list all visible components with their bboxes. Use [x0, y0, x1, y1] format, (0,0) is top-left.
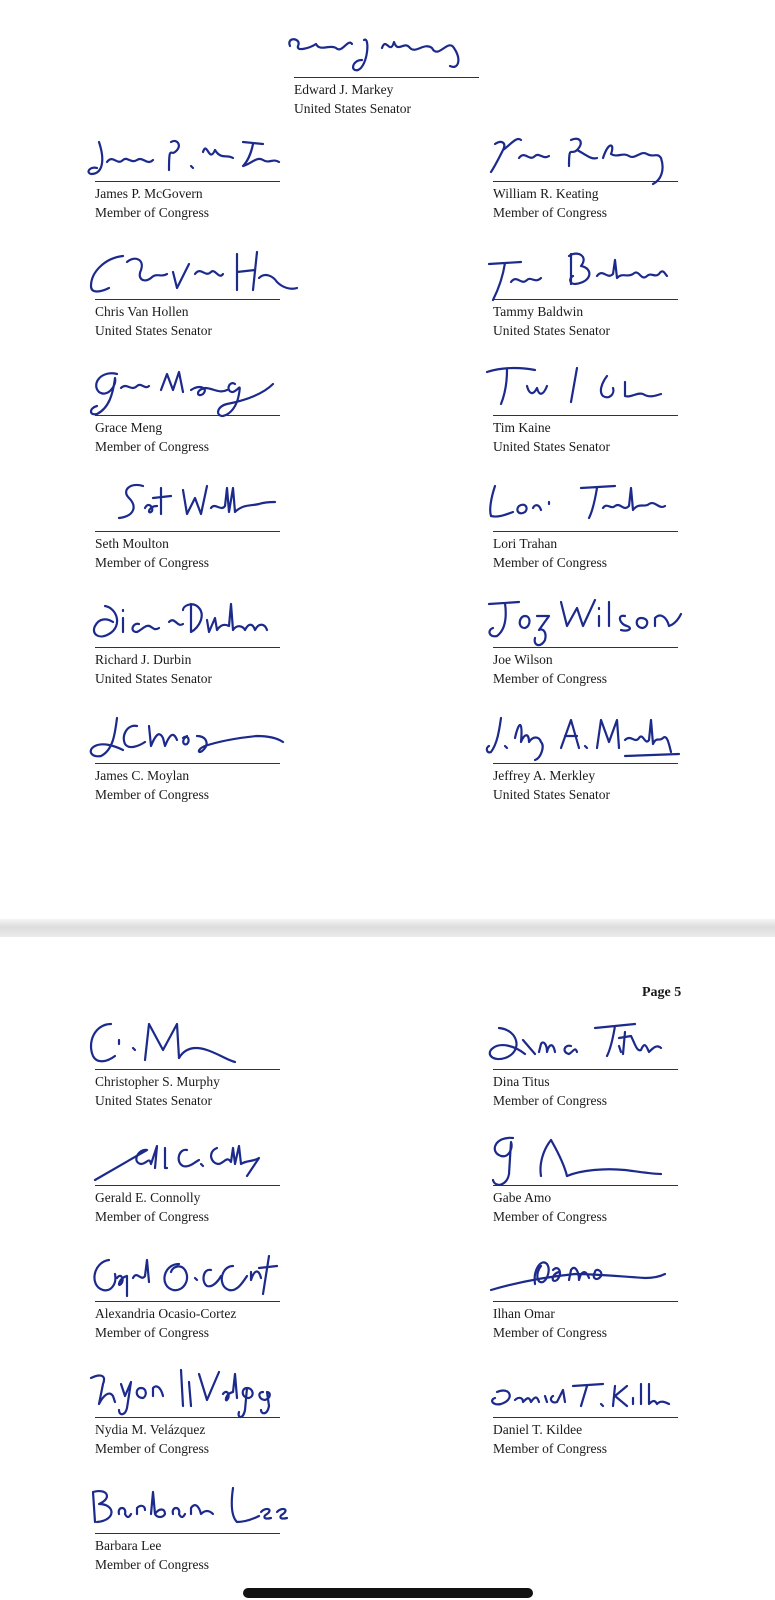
signature-line: [493, 763, 678, 764]
signer-name: Gerald E. Connolly: [95, 1190, 201, 1205]
signer-name: Joe Wilson: [493, 652, 553, 667]
signature-line: [493, 299, 678, 300]
signer-name: Daniel T. Kildee: [493, 1422, 583, 1437]
signer-title: Member of Congress: [493, 1093, 607, 1108]
signer-name: Alexandria Ocasio-Cortez: [95, 1306, 237, 1321]
signature-line: [493, 1185, 678, 1186]
signer-name: Chris Van Hollen: [95, 304, 189, 319]
signer-title: Member of Congress: [95, 787, 209, 802]
signer-title: Member of Congress: [493, 1325, 607, 1340]
signer-name: James P. McGovern: [95, 186, 203, 201]
signer-title: Member of Congress: [95, 1209, 209, 1224]
signature-line: [95, 1533, 280, 1534]
signer-name: Tim Kaine: [493, 420, 551, 435]
signer-title: Member of Congress: [95, 555, 209, 570]
signer-title: Member of Congress: [493, 205, 607, 220]
signer-title: Member of Congress: [95, 1325, 209, 1340]
signature-line: [493, 1301, 678, 1302]
signer-title: Member of Congress: [95, 1441, 209, 1456]
signer-title: United States Senator: [294, 101, 411, 116]
signer-name: Richard J. Durbin: [95, 652, 192, 667]
signer-name: Tammy Baldwin: [493, 304, 584, 319]
signature-line: [493, 647, 678, 648]
signature-line: [95, 299, 280, 300]
signature-line: [95, 1417, 280, 1418]
signer-title: Member of Congress: [95, 205, 209, 220]
signer-title: Member of Congress: [493, 555, 607, 570]
signer-name: Jeffrey A. Merkley: [493, 768, 596, 783]
signature-line: [493, 1069, 678, 1070]
signer-name: Gabe Amo: [493, 1190, 552, 1205]
signer-title: United States Senator: [493, 323, 610, 338]
signer-name: Dina Titus: [493, 1074, 550, 1089]
signature-line: [95, 1301, 280, 1302]
signature-line: [493, 181, 678, 182]
signer-title: United States Senator: [95, 1093, 212, 1108]
signer-title: United States Senator: [95, 323, 212, 338]
signer-name: Barbara Lee: [95, 1538, 162, 1553]
signature-line: [95, 647, 280, 648]
signature-line: [95, 181, 280, 182]
signer-title: Member of Congress: [95, 439, 209, 454]
signer-name: James C. Moylan: [95, 768, 190, 783]
signer-title: United States Senator: [493, 787, 610, 802]
signature-line: [294, 77, 479, 78]
signature-line: [95, 1185, 280, 1186]
signer-name: Seth Moulton: [95, 536, 169, 551]
signer-title: Member of Congress: [95, 1557, 209, 1572]
page-number: Page 5: [642, 985, 682, 1000]
signer-name: Ilhan Omar: [493, 1306, 555, 1321]
signature-line: [493, 531, 678, 532]
signer-name: William R. Keating: [493, 186, 599, 201]
home-indicator-bar[interactable]: [243, 1588, 533, 1598]
signature-line: [95, 531, 280, 532]
signature-line: [493, 1417, 678, 1418]
signer-name: Grace Meng: [95, 420, 163, 435]
signature-line: [95, 415, 280, 416]
page-divider: [0, 919, 775, 937]
signature-line: [95, 763, 280, 764]
signer-title: Member of Congress: [493, 1441, 607, 1456]
signer-title: United States Senator: [95, 671, 212, 686]
signer-name: Christopher S. Murphy: [95, 1074, 220, 1089]
signer-name: Edward J. Markey: [294, 82, 394, 97]
signer-title: United States Senator: [493, 439, 610, 454]
signature-line: [95, 1069, 280, 1070]
signer-title: Member of Congress: [493, 671, 607, 686]
signer-name: Nydia M. Velázquez: [95, 1422, 206, 1437]
signer-name: Lori Trahan: [493, 536, 558, 551]
signature-line: [493, 415, 678, 416]
signer-title: Member of Congress: [493, 1209, 607, 1224]
